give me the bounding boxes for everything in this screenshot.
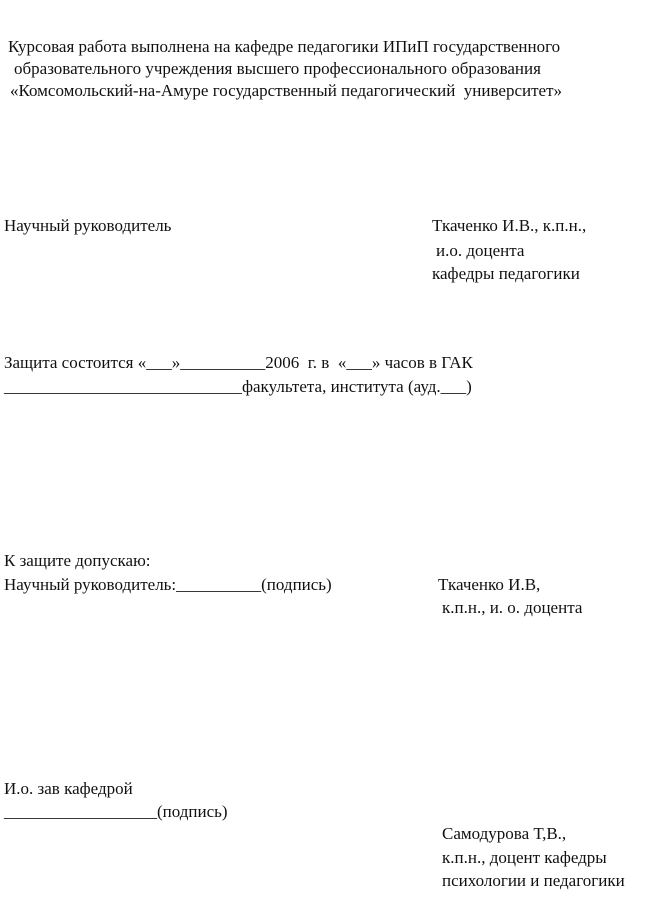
head-of-department-department: психологии и педагогики [442, 871, 625, 890]
head-of-department-label: И.о. зав кафедрой [4, 779, 133, 798]
supervisor-department: кафедры педагогики [432, 264, 580, 283]
supervisor-label: Научный руководитель [4, 216, 172, 235]
supervisor-name: Ткаченко И.В., к.п.н., [432, 216, 587, 235]
header-line-2: образовательного учреждения высшего профессионального образования [14, 59, 541, 78]
admission-title: К защите допускаю: [4, 551, 151, 570]
header-line-3: «Комсомольский-на-Амуре государственный педагогический университет» [10, 81, 563, 100]
head-of-department-name: Самодурова Т,В., [442, 824, 567, 843]
supervisor-position: и.о. доцента [436, 241, 525, 260]
admission-signature-line: Научный руководитель:__________(подпись) [4, 575, 332, 594]
admission-position: к.п.н., и. о. доцента [442, 598, 583, 617]
admission-name: Ткаченко И.В, [438, 575, 541, 594]
defense-location-line: ____________________________факультета, института (ауд.___) [4, 377, 472, 396]
head-of-department-position: к.п.н., доцент кафедры [442, 848, 607, 867]
defense-date-line: Защита состоится «___»__________2006 г. в «___» часов в ГАК [4, 353, 473, 372]
header-line-1: Курсовая работа выполнена на кафедре педагогики ИПиП государственного [8, 37, 561, 56]
head-of-department-signature-line: __________________(подпись) [4, 802, 228, 821]
